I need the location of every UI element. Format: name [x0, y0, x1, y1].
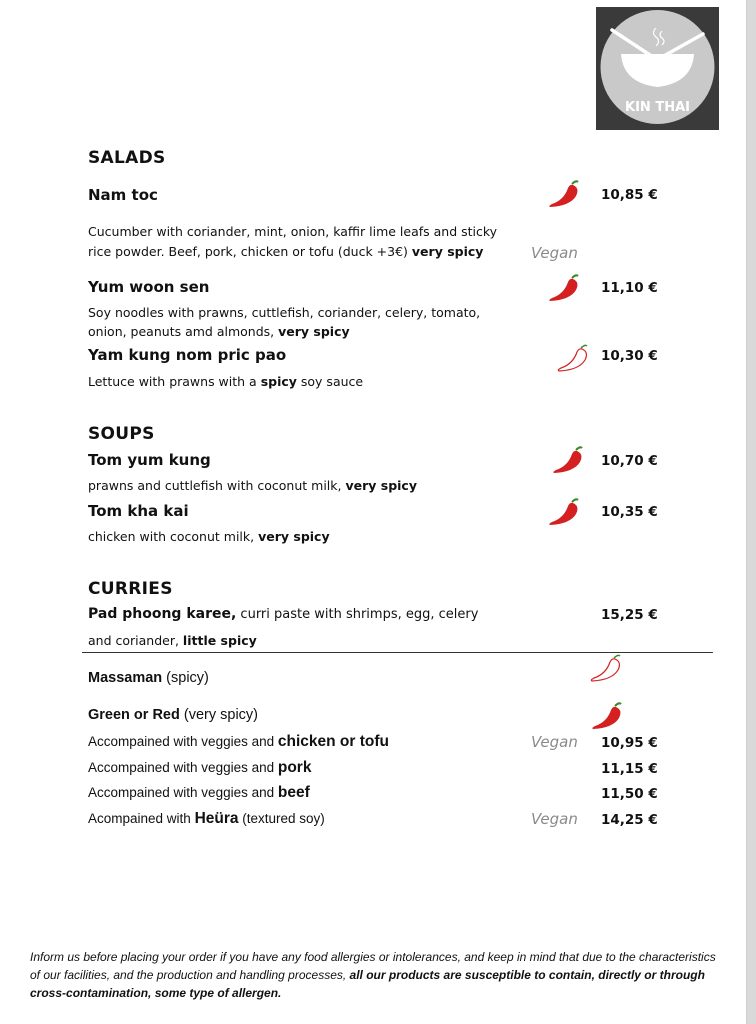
curry-option-chicken-tofu-price: 10,95 € — [601, 735, 658, 751]
tom-yum-kung-name: Tom yum kung — [88, 451, 211, 469]
nam-toc-desc-line1: Cucumber with coriander, mint, onion, kaffir lime leafs and sticky — [88, 224, 498, 239]
allergen-notice: Inform us before placing your order if you have any food allergies or intolerances, and keep in mind that due to the characteristics of our facilities, and the production and handling processes, all our products are susceptible to contain, directly or through cross-contamination, some type of allergen. — [30, 950, 716, 1000]
yam-kung-price: 10,30 € — [601, 348, 658, 364]
massaman-line: Massaman (spicy) — [88, 670, 209, 686]
kin-thai-logo — [596, 7, 719, 130]
yum-woon-sen-price: 11,10 € — [601, 280, 658, 296]
tom-yum-kung-desc: prawns and cuttlefish with coconut milk, very spicy — [88, 478, 417, 493]
soups-title: SOUPS — [88, 424, 155, 444]
tom-kha-kai-desc: chicken with coconut milk, very spicy — [88, 529, 330, 544]
outline-chili-icon — [555, 342, 591, 379]
curry-option-chicken-tofu: Accompained with veggies and chicken or tofu — [88, 733, 389, 750]
yam-kung-name: Yam kung nom pric pao — [88, 346, 287, 364]
salads-title: SALADS — [88, 148, 166, 168]
tom-yum-kung-price: 10,70 € — [601, 453, 658, 469]
curry-option-heura-price: 14,25 € — [601, 812, 658, 828]
nam-toc-price: 10,85 € — [601, 187, 658, 203]
filled-chili-icon — [589, 700, 625, 737]
curry-option-pork: Accompained with veggies and pork — [88, 759, 312, 776]
filled-chili-icon — [546, 272, 582, 309]
curry-option-heura-vegan: Vegan — [531, 810, 578, 828]
yum-woon-sen-desc-line1: Soy noodles with prawns, cuttlefish, coriander, celery, tomato, — [88, 305, 481, 320]
pad-phoong-line2: and coriander, little spicy — [88, 633, 257, 648]
yam-kung-desc: Lettuce with prawns with a spicy soy sauce — [88, 374, 364, 389]
pad-phoong-price: 15,25 € — [601, 607, 658, 623]
curry-option-heura: Acompained with Heüra (textured soy) — [88, 810, 325, 827]
curry-option-pork-price: 11,15 € — [601, 761, 658, 777]
outline-chili-icon — [588, 652, 624, 689]
curry-option-beef-price: 11,50 € — [601, 786, 658, 802]
pad-phoong-line1: Pad phoong karee, curri paste with shrimps, egg, celery — [88, 606, 479, 622]
filled-chili-icon — [546, 496, 582, 533]
tom-kha-kai-name: Tom kha kai — [88, 502, 189, 520]
nam-toc-name: Nam toc — [88, 186, 158, 204]
filled-chili-icon — [546, 178, 582, 215]
yum-woon-sen-name: Yum woon sen — [88, 278, 210, 296]
yum-woon-sen-desc-line2: onion, peanuts amd almonds, very spicy — [88, 324, 350, 339]
nam-toc-vegan-label: Vegan — [531, 244, 578, 262]
logo-text: KIN THAI — [625, 100, 690, 115]
curries-title: CURRIES — [88, 579, 173, 599]
tom-kha-kai-price: 10,35 € — [601, 504, 658, 520]
curry-option-beef: Accompained with veggies and beef — [88, 784, 310, 801]
green-red-line: Green or Red (very spicy) — [88, 707, 259, 723]
nam-toc-desc-line2: rice powder. Beef, pork, chicken or tofu (duck +3€) very spicy — [88, 244, 484, 259]
filled-chili-icon — [550, 444, 586, 481]
curry-option-chicken-tofu-vegan: Vegan — [531, 733, 578, 751]
